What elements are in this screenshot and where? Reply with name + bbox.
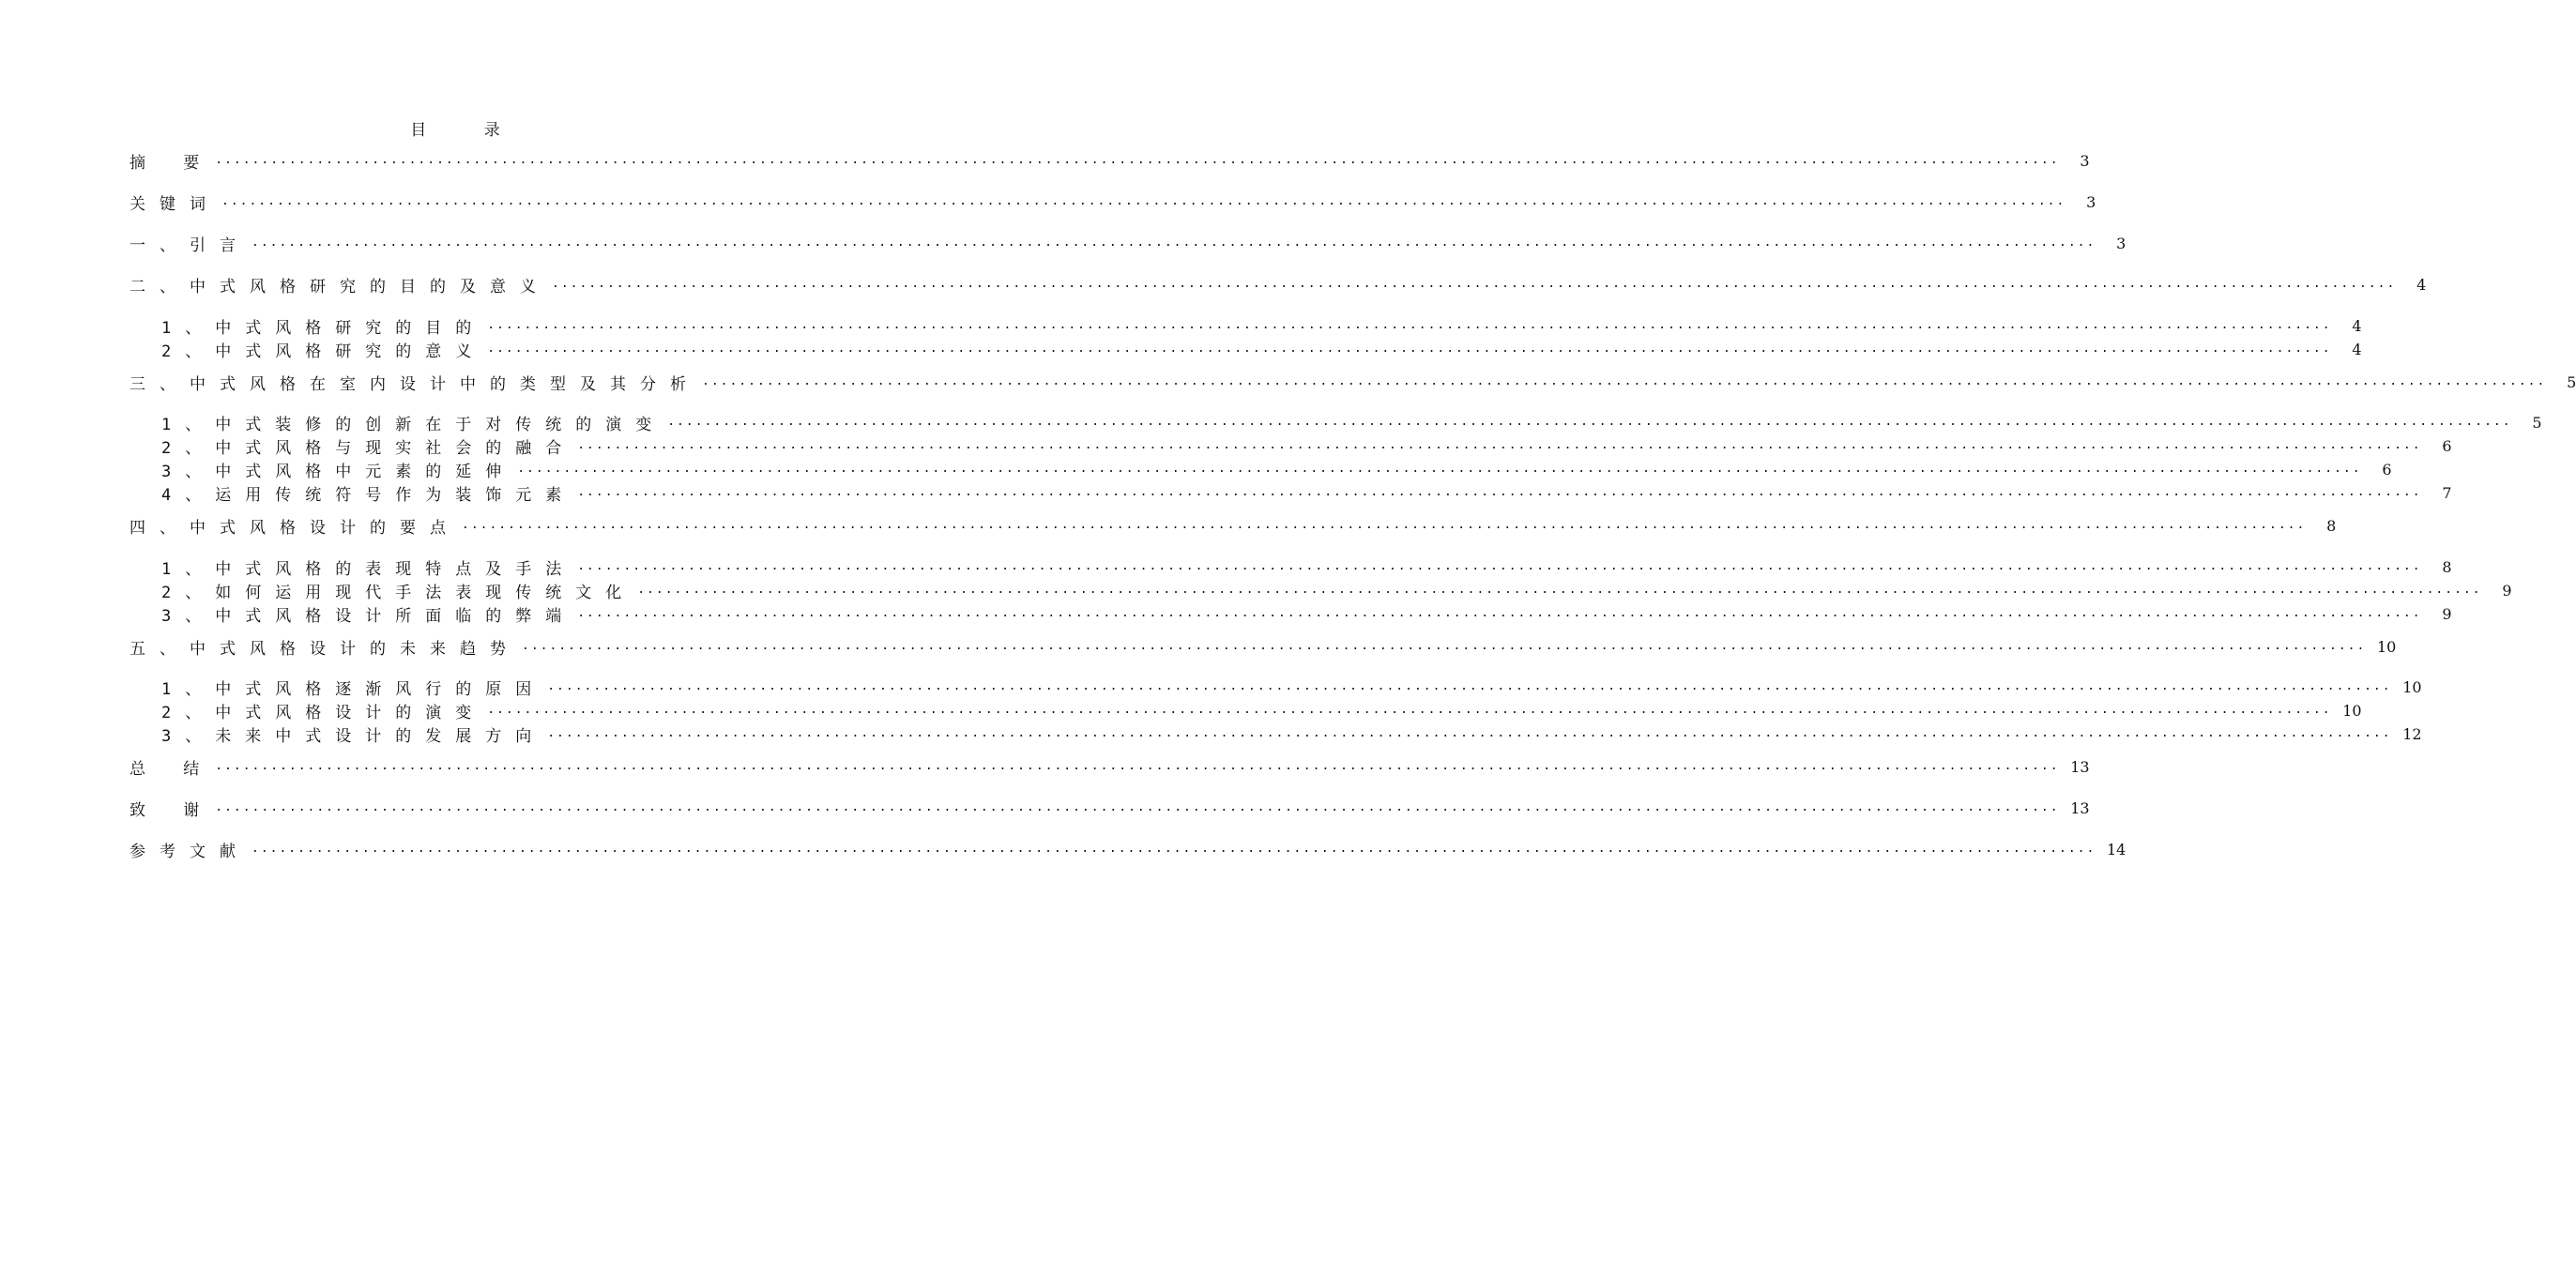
toc-leader-dots: ........................................................................................................................................................................................................ <box>215 153 2060 167</box>
toc-leader-dots: ........................................................................................................................................................................................................ <box>487 342 2332 356</box>
toc-entry-label: 四、中式风格设计的要点 <box>130 518 460 538</box>
toc-subentry-5-2[interactable] <box>161 699 2362 722</box>
toc-entry-label: 三、中式风格在室内设计中的类型及其分析 <box>130 374 700 394</box>
toc-entry-keywords[interactable] <box>130 190 2096 214</box>
toc-leader-dots: ........................................................................................................................................................................................................ <box>522 639 2367 653</box>
toc-entry-section-5[interactable] <box>130 635 2397 659</box>
toc-entry-label: 3、未来中式设计的发展方向 <box>161 726 546 746</box>
toc-leader-dots: ........................................................................................................................................................................................................ <box>702 374 2547 388</box>
toc-subentry-2-2[interactable] <box>161 338 2362 361</box>
toc-entry-page: 9 <box>2502 581 2512 600</box>
toc-entry-abstract[interactable] <box>130 149 2090 173</box>
toc-subentry-4-3[interactable] <box>161 602 2452 626</box>
toc-entry-page: 4 <box>2352 340 2362 358</box>
toc-entry-label: 关键词 <box>130 194 220 214</box>
toc-entry-references[interactable] <box>130 838 2126 861</box>
toc-entry-label: 致 谢 <box>130 800 214 820</box>
toc-entry-section-2[interactable] <box>130 273 2427 296</box>
toc-leader-dots: ........................................................................................................................................................................................................ <box>577 485 2422 499</box>
toc-entry-page: 3 <box>2086 192 2096 211</box>
toc-subentry-5-3[interactable] <box>161 722 2422 746</box>
toc-entry-label: 1、中式风格的表现特点及手法 <box>161 559 576 579</box>
toc-entry-page: 4 <box>2352 316 2362 335</box>
toc-subentry-3-2[interactable] <box>161 434 2452 458</box>
toc-entry-label: 2、中式风格研究的意义 <box>161 342 486 361</box>
toc-entry-page: 3 <box>2080 151 2090 170</box>
toc-subentry-4-1[interactable] <box>161 555 2452 579</box>
toc-entry-summary[interactable] <box>130 755 2090 779</box>
toc-subentry-2-1[interactable] <box>161 314 2362 338</box>
toc-entry-label: 一、引言 <box>130 235 250 255</box>
toc-entry-page: 7 <box>2442 483 2452 502</box>
toc-entry-page: 5 <box>2532 413 2542 432</box>
toc-entry-page: 13 <box>2070 798 2090 817</box>
toc-leader-dots: ........................................................................................................................................................................................................ <box>221 194 2066 208</box>
toc-entry-page: 9 <box>2442 604 2452 623</box>
toc-leader-dots: ........................................................................................................................................................................................................ <box>517 462 2362 476</box>
toc-entry-label: 总 结 <box>130 759 214 779</box>
toc-leader-dots: ........................................................................................................................................................................................................ <box>487 318 2332 332</box>
toc-entry-introduction[interactable] <box>130 232 2126 255</box>
toc-entry-acknowledgements[interactable] <box>130 797 2090 820</box>
toc-leader-dots: ........................................................................................................................................................................................................ <box>215 800 2060 814</box>
toc-entry-page: 4 <box>2416 275 2427 294</box>
toc-leader-dots: ........................................................................................................................................................................................................ <box>577 559 2422 573</box>
toc-entry-page: 12 <box>2402 724 2422 743</box>
toc-title: 目 录 <box>410 121 526 140</box>
toc-leader-dots: ........................................................................................................................................................................................................ <box>637 583 2482 597</box>
toc-entry-label: 3、中式风格设计所面临的弊端 <box>161 606 576 626</box>
toc-subentry-3-1[interactable] <box>161 411 2542 434</box>
toc-entry-page: 13 <box>2070 757 2090 776</box>
toc-entry-page: 10 <box>2402 677 2422 696</box>
toc-leader-dots: ........................................................................................................................................................................................................ <box>577 606 2422 620</box>
toc-entry-label: 五、中式风格设计的未来趋势 <box>130 639 520 659</box>
toc-entry-label: 3、中式风格中元素的延伸 <box>161 462 516 481</box>
toc-entry-section-3[interactable] <box>130 371 2576 394</box>
toc-entry-label: 1、中式风格研究的目的 <box>161 318 486 338</box>
toc-entry-label: 1、中式风格逐渐风行的原因 <box>161 679 546 699</box>
toc-entry-label: 4、运用传统符号作为装饰元素 <box>161 485 576 505</box>
toc-entry-label: 2、中式风格与现实社会的融合 <box>161 438 576 458</box>
toc-entry-section-4[interactable] <box>130 514 2337 538</box>
toc-subentry-4-2[interactable] <box>161 579 2512 602</box>
toc-entry-label: 2、如何运用现代手法表现传统文化 <box>161 583 636 602</box>
toc-entry-label: 二、中式风格研究的目的及意义 <box>130 277 550 296</box>
toc-entry-page: 6 <box>2382 460 2392 479</box>
toc-subentry-3-4[interactable] <box>161 481 2452 505</box>
toc-leader-dots: ........................................................................................................................................................................................................ <box>487 703 2332 717</box>
toc-leader-dots: ........................................................................................................................................................................................................ <box>547 726 2392 740</box>
toc-leader-dots: ........................................................................................................................................................................................................ <box>252 235 2096 250</box>
toc-entry-page: 8 <box>2442 557 2452 576</box>
toc-entry-label: 2、中式风格设计的演变 <box>161 703 486 722</box>
toc-subentry-3-3[interactable] <box>161 458 2392 481</box>
toc-leader-dots: ........................................................................................................................................................................................................ <box>552 277 2397 291</box>
toc-entry-label: 摘 要 <box>130 153 214 173</box>
toc-entry-label: 参考文献 <box>130 842 250 861</box>
toc-entry-page: 3 <box>2116 234 2126 252</box>
toc-leader-dots: ........................................................................................................................................................................................................ <box>462 518 2307 532</box>
toc-leader-dots: ........................................................................................................................................................................................................ <box>577 438 2422 452</box>
toc-leader-dots: ........................................................................................................................................................................................................ <box>252 842 2096 856</box>
toc-entry-page: 10 <box>2376 637 2397 656</box>
toc-leader-dots: ........................................................................................................................................................................................................ <box>667 415 2512 429</box>
toc-entry-page: 10 <box>2342 701 2362 720</box>
toc-leader-dots: ........................................................................................................................................................................................................ <box>547 679 2392 693</box>
toc-entry-page: 6 <box>2442 436 2452 455</box>
toc-leader-dots: ........................................................................................................................................................................................................ <box>215 759 2060 773</box>
toc-entry-label: 1、中式装修的创新在于对传统的演变 <box>161 415 666 434</box>
toc-entry-page: 5 <box>2567 372 2576 391</box>
toc-entry-page: 8 <box>2326 516 2337 535</box>
toc-entry-page: 14 <box>2106 840 2126 858</box>
toc-subentry-5-1[interactable] <box>161 676 2422 699</box>
